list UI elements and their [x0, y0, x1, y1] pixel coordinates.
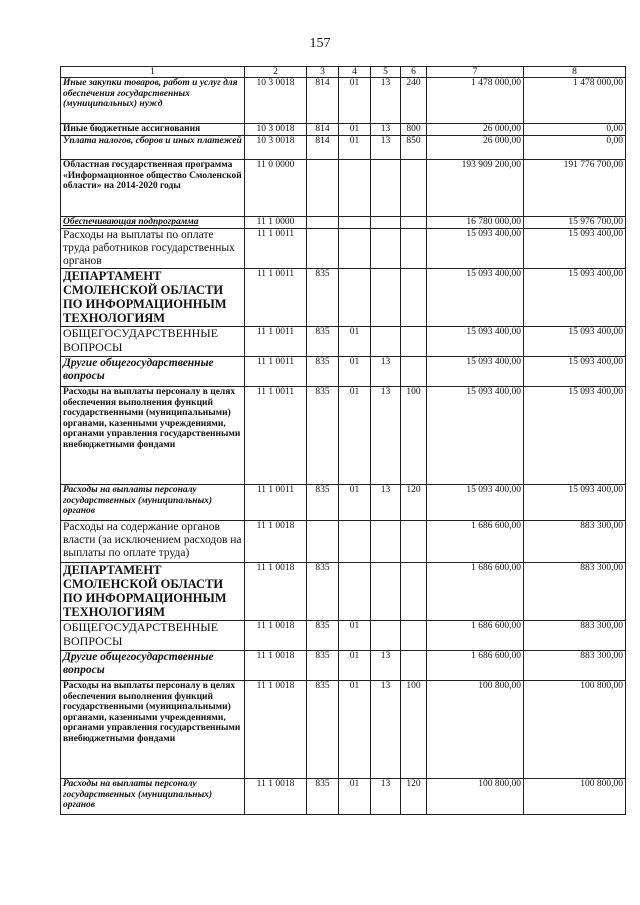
row-sum-2021-cell: 15 093 400,00	[524, 387, 626, 485]
row-name-cell: ОБЩЕГОСУДАРСТВЕННЫЕ ВОПРОСЫ	[61, 327, 245, 357]
row-sum-2020-cell: 1 686 600,00	[427, 563, 524, 621]
row-code-cell: 10 3 0018	[245, 78, 307, 124]
row-sum-2021-cell: 883 300,00	[524, 521, 626, 563]
row-vr-cell: 800	[401, 124, 427, 136]
row-code-cell: 11 1 0018	[245, 681, 307, 779]
row-vr-cell	[401, 621, 427, 651]
row-sum-2021-cell: 0,00	[524, 124, 626, 136]
row-rz-cell: 01	[339, 387, 371, 485]
table-row	[61, 621, 626, 651]
row-ved-cell: 835	[307, 387, 339, 485]
header-cell: 5	[371, 67, 401, 78]
row-name-cell: Обеспечивающая подпрограмма	[61, 217, 245, 229]
row-pr-cell	[371, 621, 401, 651]
row-pr-cell	[371, 269, 401, 327]
table-row	[61, 124, 626, 136]
row-pr-cell: 13	[371, 651, 401, 681]
row-pr-cell	[371, 563, 401, 621]
row-vr-cell	[401, 521, 427, 563]
row-ved-cell: 835	[307, 681, 339, 779]
row-vr-cell	[401, 563, 427, 621]
row-pr-cell: 13	[371, 681, 401, 779]
row-code-cell: 11 1 0011	[245, 269, 307, 327]
table-row	[61, 217, 626, 229]
row-rz-cell	[339, 521, 371, 563]
row-sum-2020-cell: 1 686 600,00	[427, 621, 524, 651]
row-ved-cell: 835	[307, 485, 339, 521]
row-sum-2021-cell: 15 093 400,00	[524, 327, 626, 357]
row-code-cell: 11 1 0011	[245, 327, 307, 357]
row-code-cell: 10 3 0018	[245, 124, 307, 136]
table-row	[61, 521, 626, 563]
row-sum-2020-cell: 15 093 400,00	[427, 357, 524, 387]
row-ved-cell	[307, 217, 339, 229]
header-cell: 1	[61, 67, 245, 78]
row-vr-cell	[401, 217, 427, 229]
row-sum-2020-cell: 193 909 200,00	[427, 160, 524, 217]
row-pr-cell: 13	[371, 485, 401, 521]
row-ved-cell: 835	[307, 357, 339, 387]
row-name-cell: Расходы на выплаты по оплате труда работников государственных органов	[61, 229, 245, 269]
row-sum-2021-cell: 15 093 400,00	[524, 357, 626, 387]
header-cell: 7	[427, 67, 524, 78]
row-vr-cell	[401, 651, 427, 681]
row-vr-cell: 850	[401, 136, 427, 160]
row-pr-cell: 13	[371, 387, 401, 485]
row-sum-2021-cell: 100 800,00	[524, 779, 626, 815]
row-pr-cell: 13	[371, 124, 401, 136]
row-code-cell: 11 1 0018	[245, 779, 307, 815]
row-vr-cell	[401, 229, 427, 269]
row-rz-cell: 01	[339, 651, 371, 681]
row-sum-2020-cell: 1 478 000,00	[427, 78, 524, 124]
header-cell: 4	[339, 67, 371, 78]
row-sum-2021-cell: 883 300,00	[524, 651, 626, 681]
row-rz-cell: 01	[339, 357, 371, 387]
row-name-cell: Другие общегосударственные вопросы	[61, 651, 245, 681]
row-sum-2021-cell: 15 093 400,00	[524, 269, 626, 327]
table-row	[61, 357, 626, 387]
row-ved-cell: 835	[307, 621, 339, 651]
page-number: 157	[309, 36, 331, 51]
row-sum-2021-cell: 100 800,00	[524, 681, 626, 779]
row-ved-cell: 814	[307, 78, 339, 124]
table-row	[61, 563, 626, 621]
row-name-cell: Другие общегосударственные вопросы	[61, 357, 245, 387]
table-row	[61, 229, 626, 269]
row-sum-2021-cell: 15 093 400,00	[524, 485, 626, 521]
row-sum-2020-cell: 26 000,00	[427, 124, 524, 136]
row-sum-2020-cell: 15 093 400,00	[427, 327, 524, 357]
row-vr-cell	[401, 160, 427, 217]
header-cell: 6	[401, 67, 427, 78]
table-row	[61, 269, 626, 327]
table-row	[61, 681, 626, 779]
row-pr-cell	[371, 217, 401, 229]
row-name-cell: Иные закупки товаров, работ и услуг для обеспечения государственных (муниципальных) нужд	[61, 78, 245, 124]
row-sum-2020-cell: 15 093 400,00	[427, 229, 524, 269]
row-sum-2020-cell: 1 686 600,00	[427, 521, 524, 563]
row-ved-cell	[307, 521, 339, 563]
row-sum-2020-cell: 16 780 000,00	[427, 217, 524, 229]
row-vr-cell: 240	[401, 78, 427, 124]
row-rz-cell: 01	[339, 485, 371, 521]
table-header-row	[61, 67, 626, 78]
row-name-cell: ДЕПАРТАМЕНТ СМОЛЕНСКОЙ ОБЛАСТИ ПО ИНФОРМАЦИОННЫМ ТЕХНОЛОГИЯМ	[61, 563, 245, 621]
row-vr-cell: 100	[401, 387, 427, 485]
row-ved-cell: 835	[307, 779, 339, 815]
row-pr-cell	[371, 327, 401, 357]
row-name-cell: Расходы на выплаты персоналу в целях обеспечения выполнения функций государственными (муниципальными) органами, казенными учреждениями, органами управления государственными внебюджетными фондами	[61, 681, 245, 779]
row-name-cell: Расходы на выплаты персоналу в целях обеспечения выполнения функций государственными (муниципальными) органами, казенными учреждениями, органами управления государственными внебюджетными фондами	[61, 387, 245, 485]
row-pr-cell: 13	[371, 136, 401, 160]
table-row	[61, 651, 626, 681]
table-row	[61, 779, 626, 815]
row-pr-cell	[371, 160, 401, 217]
row-pr-cell: 13	[371, 779, 401, 815]
row-rz-cell: 01	[339, 78, 371, 124]
row-sum-2020-cell: 26 000,00	[427, 136, 524, 160]
row-ved-cell: 814	[307, 124, 339, 136]
row-rz-cell	[339, 217, 371, 229]
row-code-cell: 11 1 0018	[245, 651, 307, 681]
header-cell: 3	[307, 67, 339, 78]
table-row	[61, 387, 626, 485]
row-rz-cell: 01	[339, 124, 371, 136]
row-ved-cell	[307, 229, 339, 269]
row-pr-cell	[371, 229, 401, 269]
header-cell: 8	[524, 67, 626, 78]
row-code-cell: 11 0 0000	[245, 160, 307, 217]
row-sum-2021-cell: 883 300,00	[524, 563, 626, 621]
table-row	[61, 485, 626, 521]
row-name-cell: Расходы на выплаты персоналу государственных (муниципальных) органов	[61, 779, 245, 815]
row-name-cell: Расходы на выплаты персоналу государственных (муниципальных) органов	[61, 485, 245, 521]
row-code-cell: 10 3 0018	[245, 136, 307, 160]
row-rz-cell	[339, 229, 371, 269]
row-vr-cell	[401, 327, 427, 357]
row-sum-2021-cell: 15 093 400,00	[524, 229, 626, 269]
row-rz-cell: 01	[339, 327, 371, 357]
row-pr-cell: 13	[371, 78, 401, 124]
row-name-cell: ДЕПАРТАМЕНТ СМОЛЕНСКОЙ ОБЛАСТИ ПО ИНФОРМАЦИОННЫМ ТЕХНОЛОГИЯМ	[61, 269, 245, 327]
row-name-cell: Расходы на содержание органов власти (за исключением расходов на выплаты по оплате труда)	[61, 521, 245, 563]
row-sum-2021-cell: 1 478 000,00	[524, 78, 626, 124]
row-code-cell: 11 1 0018	[245, 521, 307, 563]
row-vr-cell	[401, 357, 427, 387]
budget-table	[60, 66, 626, 815]
header-cell: 2	[245, 67, 307, 78]
row-rz-cell	[339, 269, 371, 327]
table-row	[61, 327, 626, 357]
row-rz-cell: 01	[339, 779, 371, 815]
table-row	[61, 136, 626, 160]
row-rz-cell: 01	[339, 136, 371, 160]
row-code-cell: 11 1 0011	[245, 229, 307, 269]
row-ved-cell: 835	[307, 651, 339, 681]
row-pr-cell	[371, 521, 401, 563]
row-rz-cell: 01	[339, 681, 371, 779]
row-sum-2021-cell: 191 776 700,00	[524, 160, 626, 217]
row-sum-2021-cell: 883 300,00	[524, 621, 626, 651]
row-code-cell: 11 1 0018	[245, 563, 307, 621]
row-vr-cell: 100	[401, 681, 427, 779]
row-vr-cell: 120	[401, 779, 427, 815]
row-code-cell: 11 1 0000	[245, 217, 307, 229]
row-code-cell: 11 1 0011	[245, 485, 307, 521]
row-ved-cell: 814	[307, 136, 339, 160]
row-code-cell: 11 1 0011	[245, 357, 307, 387]
row-code-cell: 11 1 0011	[245, 387, 307, 485]
row-sum-2020-cell: 100 800,00	[427, 681, 524, 779]
row-ved-cell: 835	[307, 563, 339, 621]
row-vr-cell	[401, 269, 427, 327]
row-sum-2020-cell: 15 093 400,00	[427, 387, 524, 485]
row-name-cell: ОБЩЕГОСУДАРСТВЕННЫЕ ВОПРОСЫ	[61, 621, 245, 651]
table-body	[61, 67, 626, 815]
row-ved-cell: 835	[307, 269, 339, 327]
row-rz-cell	[339, 563, 371, 621]
row-rz-cell	[339, 160, 371, 217]
row-name-cell: Уплата налогов, сборов и иных платежей	[61, 136, 245, 160]
row-sum-2021-cell: 0,00	[524, 136, 626, 160]
table-row	[61, 78, 626, 124]
row-sum-2020-cell: 15 093 400,00	[427, 269, 524, 327]
row-code-cell: 11 1 0018	[245, 621, 307, 651]
row-name-cell: Областная государственная программа «Информационное общество Смоленской области» на 2014-2020 годы	[61, 160, 245, 217]
row-sum-2021-cell: 15 976 700,00	[524, 217, 626, 229]
table-row	[61, 160, 626, 217]
row-sum-2020-cell: 100 800,00	[427, 779, 524, 815]
row-vr-cell: 120	[401, 485, 427, 521]
row-pr-cell: 13	[371, 357, 401, 387]
row-name-cell: Иные бюджетные ассигнования	[61, 124, 245, 136]
row-ved-cell	[307, 160, 339, 217]
row-sum-2020-cell: 15 093 400,00	[427, 485, 524, 521]
row-rz-cell: 01	[339, 621, 371, 651]
row-ved-cell: 835	[307, 327, 339, 357]
row-sum-2020-cell: 1 686 600,00	[427, 651, 524, 681]
